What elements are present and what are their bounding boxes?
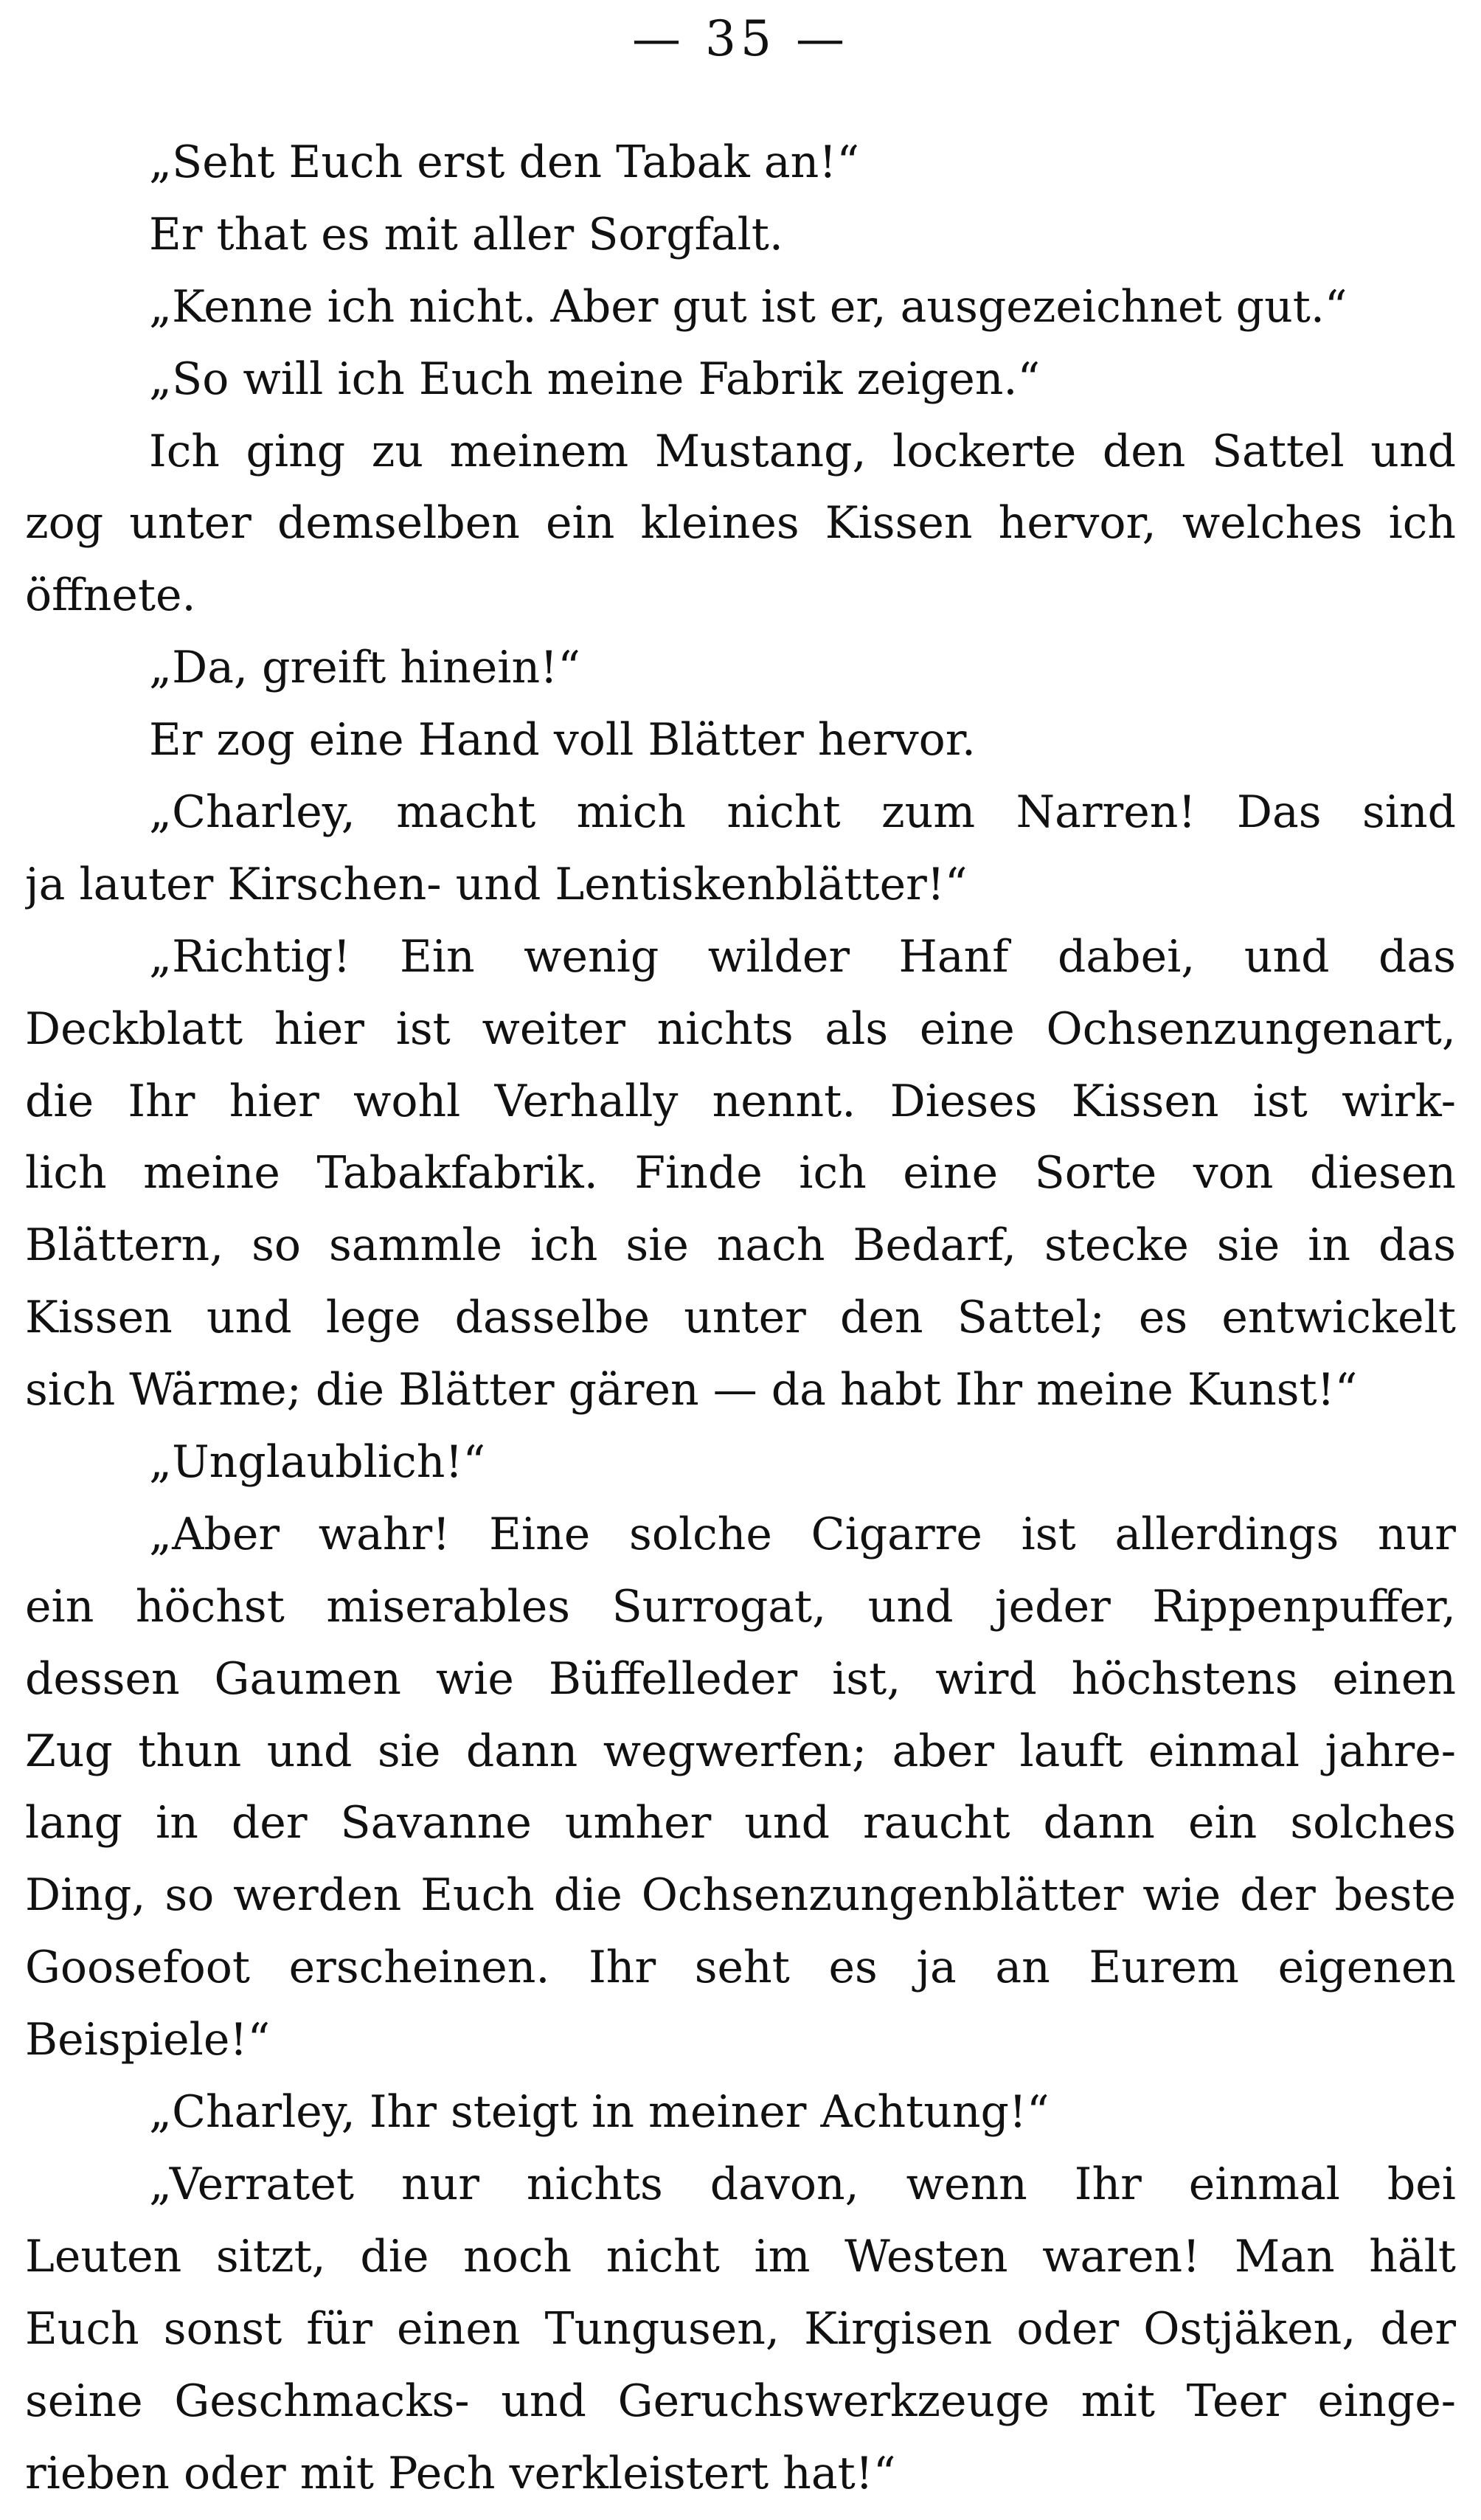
- text-line: „So will ich Euch meine Fabrik zeigen.“: [149, 353, 1041, 405]
- text-line: Ich ging zu meinem Mustang, lockerte den Sattel und: [149, 425, 1456, 477]
- text-line: Goosefoot erscheinen. Ihr seht es ja an Eurem eigenen: [25, 1942, 1456, 1994]
- page-number-header: — 35 —: [632, 10, 849, 67]
- text-line: die Ihr hier wohl Verhally nennt. Dieses Kissen ist wirk-: [25, 1075, 1456, 1127]
- text-line: Beispiele!“: [25, 2014, 271, 2066]
- text-line: Zug thun und sie dann wegwerfen; aber lauft einmal jahre-: [25, 1725, 1456, 1777]
- text-line: „Verratet nur nichts davon, wenn Ihr einmal bei: [149, 2158, 1456, 2210]
- text-line: „Kenne ich nicht. Aber gut ist er, ausgezeichnet gut.“: [149, 280, 1348, 333]
- text-line: lich meine Tabakfabrik. Finde ich eine Sorte von diesen: [25, 1147, 1456, 1200]
- text-line: ja lauter Kirschen- und Lentiskenblätter!“: [25, 858, 968, 910]
- text-line: lang in der Savanne umher und raucht dann ein solches: [25, 1797, 1456, 1849]
- text-line: Er zog eine Hand voll Blätter hervor.: [149, 714, 976, 766]
- text-line: Euch sonst für einen Tungusen, Kirgisen oder Ostjäken, der: [25, 2302, 1456, 2355]
- text-line: „Charley, macht mich nicht zum Narren! Das sind: [149, 786, 1456, 839]
- text-line: Ding, so werden Euch die Ochsenzungenblätter wie der beste: [25, 1869, 1456, 1922]
- text-line: ein höchst miserables Surrogat, und jeder Rippenpuffer,: [25, 1580, 1456, 1633]
- text-line: „Seht Euch erst den Tabak an!“: [149, 136, 860, 188]
- text-line: rieben oder mit Pech verkleistert hat!“: [25, 2447, 896, 2499]
- text-line: dessen Gaumen wie Büffelleder ist, wird höchstens einen: [25, 1652, 1456, 1705]
- text-line: Er that es mit aller Sorgfalt.: [149, 208, 783, 260]
- text-line: „Unglaublich!“: [149, 1436, 486, 1489]
- text-line: Blättern, so sammle ich sie nach Bedarf, stecke sie in das: [25, 1219, 1456, 1272]
- text-line: Leuten sitzt, die noch nicht im Westen waren! Man hält: [25, 2230, 1456, 2282]
- text-line: Kissen und lege dasselbe unter den Sattel; es entwickelt: [25, 1292, 1456, 1344]
- body-text: [25, 127, 1456, 2510]
- text-line: sich Wärme; die Blätter gären — da habt Ihr meine Kunst!“: [25, 1364, 1358, 1416]
- text-line: „Aber wahr! Eine solche Cigarre ist allerdings nur: [149, 1508, 1456, 1560]
- text-line: „Richtig! Ein wenig wilder Hanf dabei, und das: [149, 930, 1456, 983]
- text-line: zog unter demselben ein kleines Kissen hervor, welches ich: [25, 497, 1456, 550]
- text-line: Deckblatt hier ist weiter nichts als eine Ochsenzungenart,: [25, 1003, 1456, 1055]
- text-line: „Charley, Ihr steigt in meiner Achtung!“: [149, 2086, 1050, 2139]
- text-line: seine Geschmacks- und Geruchswerkzeuge mit Teer einge-: [25, 2375, 1456, 2427]
- text-line: „Da, greift hinein!“: [149, 642, 580, 694]
- text-line: öffnete.: [25, 570, 196, 622]
